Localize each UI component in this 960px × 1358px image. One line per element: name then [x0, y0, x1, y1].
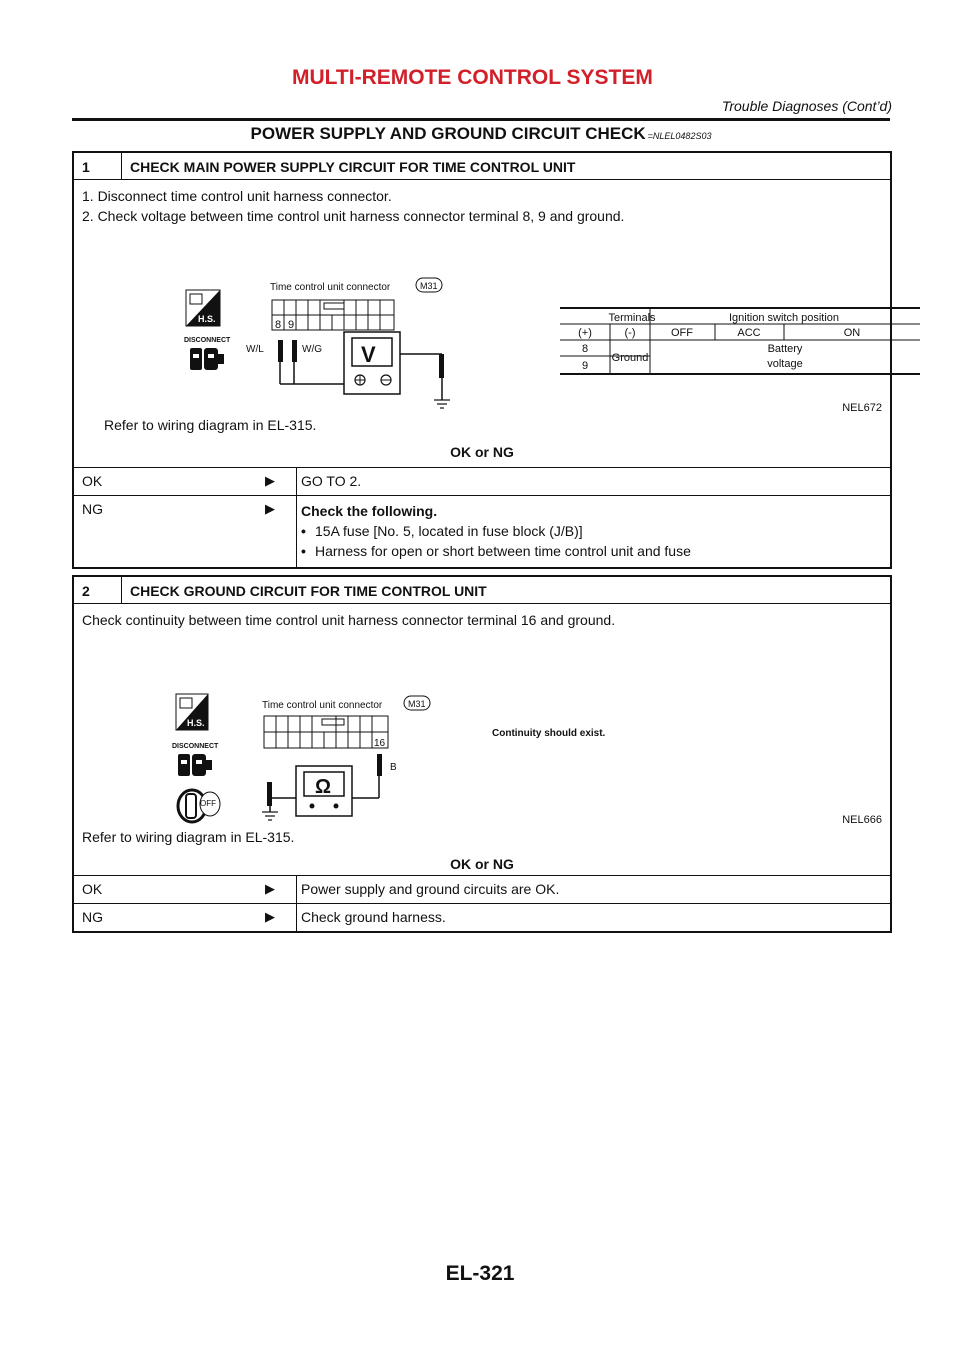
voltmeter-icon	[344, 332, 450, 408]
table-row-8: 8	[581, 343, 589, 355]
table-ignition-header: Ignition switch position	[728, 312, 840, 324]
step-1-figure-code: NEL672	[842, 402, 882, 414]
step-1-ng-row	[74, 496, 890, 567]
table-on-header: ON	[843, 327, 861, 339]
step-2-ok-action: Power supply and ground circuits are OK.	[296, 876, 890, 903]
step-1-instruction-1: 1. Disconnect time control unit harness connector.	[82, 188, 392, 204]
table-terminals-header: Terminals	[608, 312, 656, 324]
step-1-number: 1	[74, 153, 122, 179]
off-label: OFF	[200, 799, 216, 808]
continuity-note: Continuity should exist.	[492, 728, 606, 739]
step-2-ng-row	[74, 904, 890, 931]
arrow-right-icon: ▶	[265, 881, 275, 896]
wire-wg-label: W/G	[302, 344, 322, 355]
step-1-header	[74, 153, 890, 180]
step-1-figure	[184, 281, 861, 424]
voltmeter-label: V	[361, 342, 376, 367]
step-1-body	[74, 180, 890, 468]
step-2-body	[74, 604, 890, 876]
table-row-9: 9	[581, 360, 589, 372]
wire-wl-label: W/L	[246, 344, 264, 355]
terminal-9-label: 9	[288, 319, 295, 331]
step-1-ok-ng: OK or NG	[450, 444, 514, 460]
connector-id: M31	[408, 699, 426, 709]
document-title: MULTI-REMOTE CONTROL SYSTEM	[292, 66, 653, 89]
bullet-icon: •	[301, 543, 306, 559]
step-2-ng-action: Check ground harness.	[296, 904, 890, 931]
step-2-box	[72, 575, 892, 933]
step-2-title: CHECK GROUND CIRCUIT FOR TIME CONTROL UNIT	[130, 583, 487, 599]
page-number: EL-321	[445, 1262, 515, 1285]
bullet-icon: •	[301, 523, 306, 539]
connector-label: Time control unit connector	[262, 700, 383, 711]
hs-label: H.S.	[187, 718, 205, 728]
document-subtitle: Trouble Diagnoses (Cont’d)	[721, 98, 892, 114]
step-1-instruction-2: 2. Check voltage between time control unit harness connector terminal 8, 9 and ground.	[82, 208, 625, 224]
list-item	[301, 541, 890, 561]
step-1-ok-label: OK	[82, 473, 103, 489]
step-1-ok-row	[74, 468, 890, 496]
ignition-key-icon	[178, 790, 220, 822]
step-1-title: CHECK MAIN POWER SUPPLY CIRCUIT FOR TIME CONTROL UNIT	[130, 159, 576, 175]
step-1-ng-title: Check the following.	[301, 503, 438, 519]
step-2-ng-label: NG	[82, 909, 103, 925]
section-title-text: POWER SUPPLY AND GROUND CIRCUIT CHECK	[250, 124, 646, 143]
table-off-header: OFF	[671, 327, 693, 339]
connector-label: Time control unit connector	[270, 282, 391, 293]
arrow-right-icon: ▶	[265, 501, 275, 516]
step-1-box	[72, 151, 892, 569]
step-2-ok-label: OK	[82, 881, 103, 897]
step-2-figure	[172, 694, 772, 834]
connector-id: M31	[420, 281, 438, 291]
arrow-right-icon: ▶	[265, 909, 275, 924]
connector-face	[264, 716, 388, 748]
disconnect-icon	[190, 348, 224, 370]
step-1-ng-action	[296, 496, 890, 567]
step-2-instruction: Check continuity between time control unit harness connector terminal 16 and ground.	[82, 612, 616, 628]
ohmmeter-label: Ω	[315, 776, 332, 798]
table-acc-header: ACC	[737, 327, 761, 339]
step-2-number: 2	[74, 577, 122, 603]
step-1-ok-action: GO TO 2.	[296, 468, 890, 495]
terminal-8-label: 8	[275, 319, 282, 331]
voltage-table	[560, 308, 920, 374]
header-rule	[72, 118, 890, 121]
step-1-ng-item-2: Harness for open or short between time control unit and fuse	[315, 543, 691, 559]
step-2-ok-row	[74, 876, 890, 904]
disconnect-label: DISCONNECT	[184, 337, 231, 344]
step-1-ng-label: NG	[82, 501, 103, 517]
list-item	[301, 521, 890, 541]
hs-icon	[186, 290, 220, 326]
terminal-16-label: 16	[374, 738, 386, 749]
wire-b-label: B	[390, 762, 397, 773]
step-1-refer: Refer to wiring diagram in EL-315.	[104, 417, 317, 433]
hs-icon	[176, 694, 208, 730]
arrow-right-icon: ▶	[265, 473, 275, 488]
table-battery-1: Battery	[767, 343, 803, 355]
section-title	[72, 124, 890, 144]
table-minus-header: (-)	[624, 327, 636, 339]
ohmmeter-icon	[262, 754, 382, 820]
disconnect-label: DISCONNECT	[172, 743, 219, 750]
section-code: =NLEL0482S03	[647, 131, 712, 141]
step-2-header	[74, 577, 890, 604]
step-2-figure-code: NEL666	[842, 814, 882, 826]
table-plus-header: (+)	[578, 327, 592, 339]
disconnect-icon	[178, 754, 212, 776]
step-1-ng-item-1: 15A fuse [No. 5, located in fuse block (J/B)]	[315, 523, 583, 539]
table-ground: Ground	[611, 352, 649, 364]
step-2-ok-ng: OK or NG	[450, 856, 514, 872]
step-2-refer: Refer to wiring diagram in EL-315.	[82, 829, 295, 845]
table-battery-2: voltage	[767, 358, 803, 370]
hs-label: H.S.	[198, 314, 216, 324]
